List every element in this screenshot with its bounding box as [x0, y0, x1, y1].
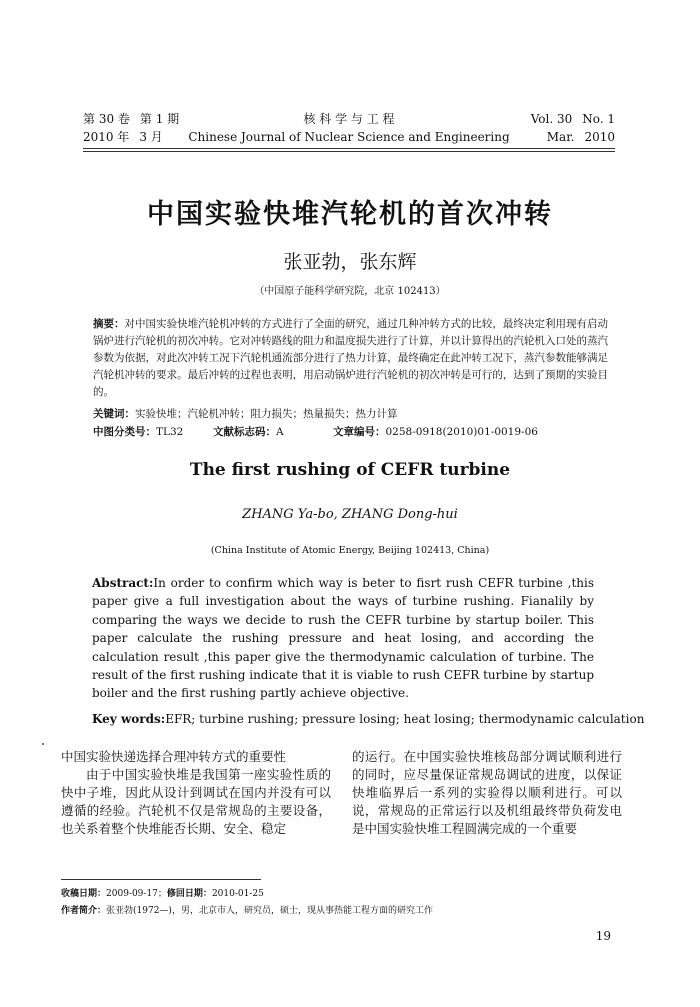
month-cn: 3 月	[139, 130, 163, 144]
header-rule-bottom	[83, 151, 615, 152]
footnote-dates: 收稿日期：2009-09-17；修回日期：2010-01-25	[61, 889, 264, 899]
month-en: Mar.	[546, 129, 575, 144]
journal-name-cn: 核 科 学 与 工 程	[303, 112, 395, 126]
article-number: 文章编号：0258-0918(2010)01-0019-06	[333, 426, 538, 438]
year-cn: 2010 年	[83, 130, 130, 144]
header-rule-top	[83, 148, 615, 149]
journal-header-bottom	[83, 128, 615, 145]
authors-cn: 张亚勃，张东辉	[283, 251, 417, 273]
abstract-en	[92, 574, 594, 703]
volume-issue-cn	[83, 110, 189, 127]
date-en	[537, 130, 615, 144]
body-column-left	[61, 748, 331, 838]
volume-en: Vol. 30	[530, 111, 573, 126]
affiliation-en: (China Institute of Atomic Energy, Beijing 102413, China)	[210, 545, 490, 556]
abstract-cn-label: 摘要：	[93, 318, 125, 330]
year-en: 2010	[584, 129, 615, 144]
keywords-cn-text: 实验快堆；汽轮机冲转；阻力损失；热量损失；热力计算	[135, 408, 398, 420]
abstract-en-label: Abstract:	[92, 576, 154, 590]
volume-cn: 第 30 卷	[83, 112, 130, 126]
issue-en: No. 1	[582, 111, 615, 126]
paper-title-cn: 中国实验快堆汽轮机的首次冲转	[147, 199, 553, 230]
abstract-cn-text: 对中国实验快堆汽轮机冲转的方式进行了全面的研究，通过几种冲转方式的比较，最终决定利用现有启动锅炉进行汽轮机的初次冲转。它对冲转路线的阻力和温度损失进行了计算，并以计算得出的汽轮机入口处的蒸汽参数为依据，对此次冲转工况下汽轮机通流部分进行了热力计算，最终确定在此冲转工况下，蒸汽参数能够满足汽轮机冲转的要求。最后冲转的过程也表明，用启动锅炉进行汽轮机的初次冲转是可行的，达到了预期的实验目的。	[93, 318, 608, 398]
journal-header-top	[83, 110, 615, 127]
footnote-author-bio: 作者简介：张亚勃(1972—)，男，北京市人，研究员，硕士，现从事热能工程方面的研究工作	[61, 906, 433, 916]
volume-issue-en	[521, 112, 615, 126]
keywords-en	[92, 712, 645, 726]
keywords-en-label: Key words:	[92, 712, 166, 726]
journal-name-en: Chinese Journal of Nuclear Science and Engineering	[188, 129, 510, 144]
keywords-en-text: EFR; turbine rushing; pressure losing; heat losing; thermodynamic calculation	[165, 712, 645, 726]
paper-title-en: The first rushing of CEFR turbine	[189, 460, 511, 480]
authors-en: ZHANG Ya-bo, ZHANG Dong-hui	[242, 507, 458, 522]
body-paragraph-left: 由于中国实验快堆是我国第一座实验性质的快中子堆，因此从设计到调试在国内并没有可以遵循的经验。汽轮机不仅是常规岛的主要设备，也关系着整个快堆能否长期、安全、稳定	[61, 767, 331, 836]
date-cn	[83, 128, 173, 145]
issue-cn: 第 1 期	[139, 112, 180, 126]
body-paragraph-right: 的运行。在中国实验快堆核岛部分调试顺利进行的同时，应尽量保证常规岛调试的进度，以保证快堆临界后一系列的实验得以顺利进行。可以说，常规岛的正常运行以及机组最终带负荷发电是中国实验快堆工程圆满完成的一个重要	[352, 749, 622, 836]
page-number: 19	[595, 929, 611, 943]
section-heading: 中国实验快递选择合理冲转方式的重要性	[61, 749, 287, 764]
footnote-rule	[61, 879, 261, 880]
abstract-cn	[93, 316, 608, 401]
affiliation-cn: （中国原子能科学研究院，北京 102413）	[254, 286, 446, 297]
margin-dot	[42, 743, 44, 745]
clc-number: 中图分类号：TL32	[93, 426, 184, 438]
document-code: 文献标志码：A	[213, 426, 284, 438]
keywords-cn-label: 关键词：	[93, 408, 135, 420]
abstract-en-text: In order to confirm which way is beter to fisrt rush CEFR turbine ,this paper give a full investigation about the ways of turbine rushing. Fianalily by comparing the ways we decide to rush the CEFR turbine by startup boiler. This paper calculate the rushing pressure and heat losing, and according the calculation result ,this paper give the thermodynamic calculation of turbine. The result of the first rushing indicate that it is viable to rush CEFR turbine by startup boiler and the first rushing partly achieve objective.	[92, 576, 594, 701]
body-column-right	[352, 748, 622, 838]
keywords-cn	[93, 406, 608, 421]
